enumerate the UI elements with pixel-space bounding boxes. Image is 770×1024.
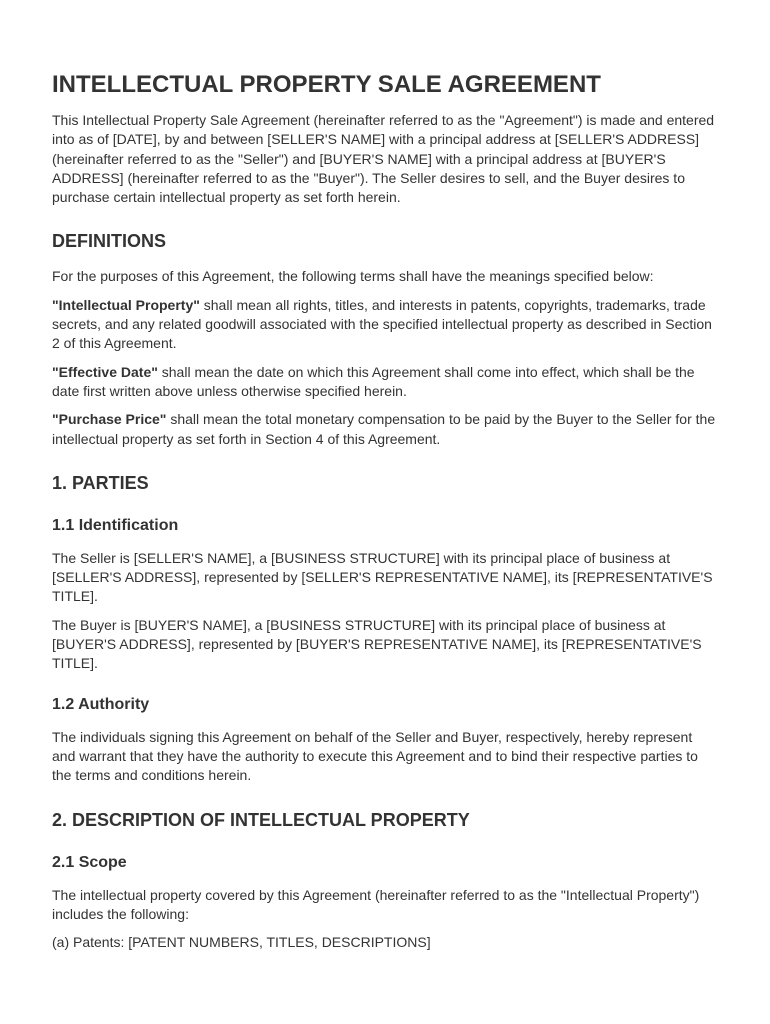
definition-text: shall mean the total monetary compensation to be paid by the Buyer to the Seller for the intellectual property as set forth in Section 4 of this Agreement. [52, 411, 716, 447]
document-title: INTELLECTUAL PROPERTY SALE AGREEMENT [52, 71, 601, 98]
definition-text: shall mean the date on which this Agreement shall come into effect, which shall be the date first written above unless otherwise specified herein. [52, 363, 695, 399]
definition-item [52, 410, 718, 449]
section-1-1-heading: 1.1 Identification [52, 516, 179, 534]
definition-term: "Effective Date" [52, 363, 158, 380]
definition-item [52, 363, 718, 402]
seller-identification: The Seller is [SELLER'S NAME], a [BUSINESS STRUCTURE] with its principal place of business at [SELLER'S ADDRESS], represented by [SELLER'S REPRESENTATIVE NAME], its [REPRESENTATIVE'S TITLE]. [52, 549, 713, 605]
definitions-lead: For the purposes of this Agreement, the following terms shall have the meanings specified below: [52, 268, 654, 285]
section-1-2-heading: 1.2 Authority [52, 695, 150, 713]
buyer-identification: The Buyer is [BUYER'S NAME], a [BUSINESS STRUCTURE] with its principal place of business at [BUYER'S ADDRESS], represented by [BUYER'S REPRESENTATIVE NAME], its [REPRESENTATIVE'S TITLE]. [52, 616, 702, 672]
definition-term: "Purchase Price" [52, 411, 167, 428]
authority-paragraph: The individuals signing this Agreement on behalf of the Seller and Buyer, respectively, hereby represent and warrant that they have the authority to execute this Agreement and to bind their respective parties to the terms and conditions herein. [52, 728, 698, 784]
definition-term: "Intellectual Property" [52, 296, 200, 313]
scope-paragraph: The intellectual property covered by this Agreement (hereinafter referred to as the "Intellectual Property") includes the following: [52, 886, 700, 922]
intro-paragraph: This Intellectual Property Sale Agreement (hereinafter referred to as the "Agreement") is made and entered into as of [DATE], by and between [SELLER'S NAME] with a principal address at [SELLER'S ADDRESS] (hereinafter referred to as the "Seller") and [BUYER'S NAME] with a principal address at [BUYER'S ADDRESS] (hereinafter referred to as the "Buyer"). The Seller desires to sell, and the Buyer desires to purchase certain intellectual property as set forth herein. [52, 112, 715, 206]
patents-item: (a) Patents: [PATENT NUMBERS, TITLES, DESCRIPTIONS] [52, 934, 431, 951]
section-2-heading: 2. DESCRIPTION OF INTELLECTUAL PROPERTY [52, 809, 470, 830]
definition-item [52, 296, 718, 354]
section-2-1-heading: 2.1 Scope [52, 853, 127, 871]
definition-text: shall mean all rights, titles, and interests in patents, copyrights, trademarks, trade secrets, and any related goodwill associated with the specified intellectual property as described in Section 2 of this Agreement. [52, 296, 712, 352]
section-1-heading: 1. PARTIES [52, 472, 149, 493]
definitions-heading: DEFINITIONS [52, 231, 167, 252]
